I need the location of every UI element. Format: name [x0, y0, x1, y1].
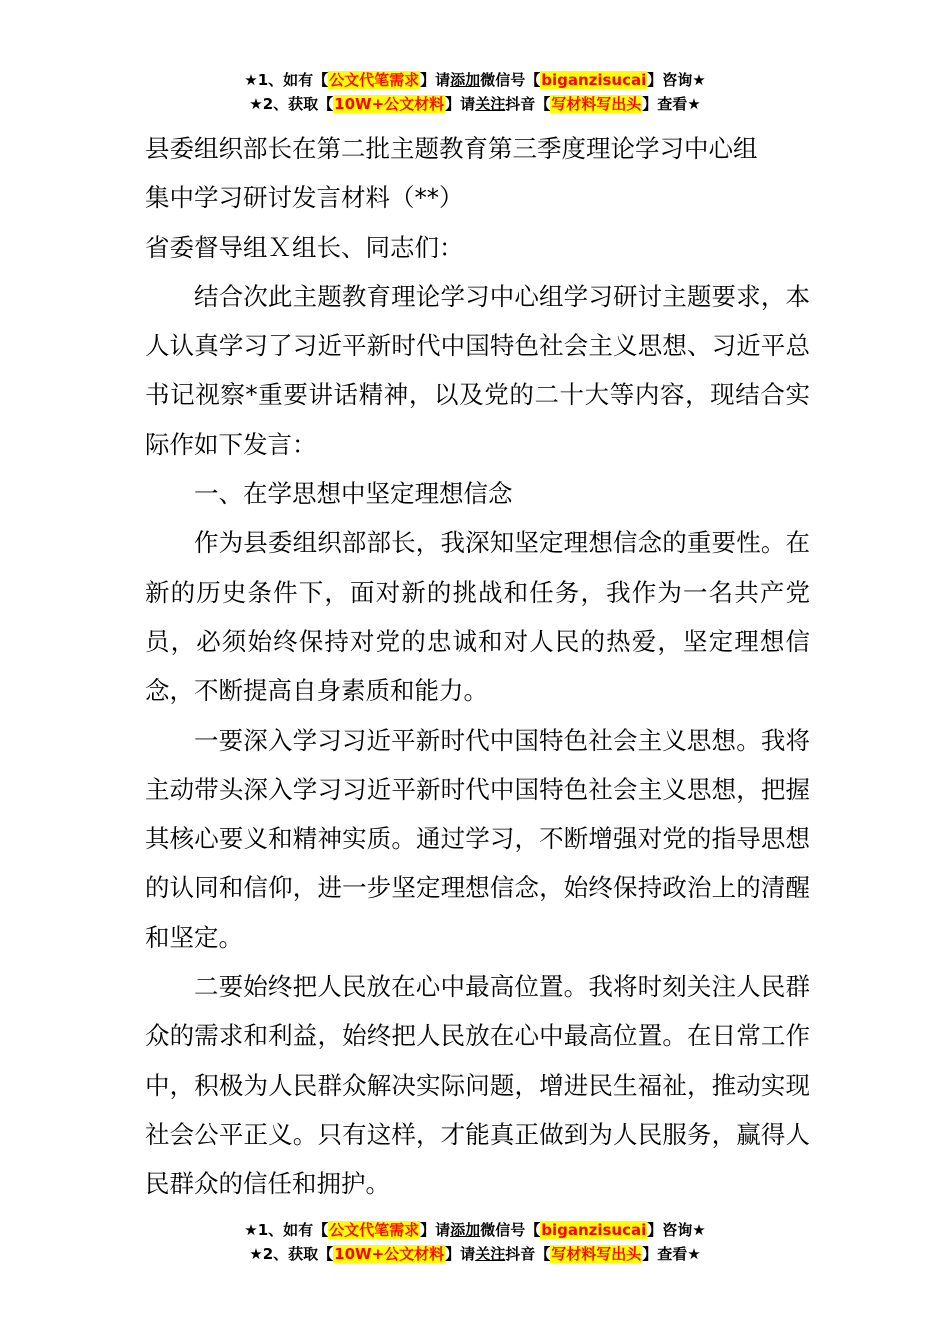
star-icon: ★ [244, 1221, 258, 1239]
banner-text: 微信号【 [480, 71, 541, 89]
star-icon: ★ [244, 71, 258, 89]
banner-text: 】咨询 [647, 1221, 693, 1239]
banner-line-1 [0, 1218, 950, 1242]
star-icon: ★ [249, 95, 263, 113]
star-icon: ★ [692, 71, 706, 89]
banner-text: 2、获取【 [262, 1245, 334, 1263]
banner-text: 1、如有【 [257, 71, 329, 89]
banner-underline: 添加 [450, 1221, 481, 1239]
banner-text: 】请 [420, 1221, 451, 1239]
banner-underline: 关注 [475, 95, 506, 113]
document-title-line-1: 县委组织部长在第二批主题教育第三季度理论学习中心组 [145, 134, 758, 163]
paragraph-intro: 结合次此主题教育理论学习中心组学习研讨主题要求，本人认真学习了习近平新时代中国特色社会主义思想、习近平总书记视察*重要讲话精神，以及党的二十大等内容，现结合实际作如下发言： [145, 281, 810, 459]
section-heading-1: 一、在学思想中坚定理想信念 [194, 479, 513, 509]
banner-highlight: 写材料写出头 [551, 95, 642, 113]
paragraph-3: 二要始终把人民放在心中最高位置。我将时刻关注人民群众的需求和利益，始终把人民放在心中最高位置。在日常工作中，积极为人民群众解决实际问题，增进民生福祉，推动实现社会公平正义。只有这样，才能真正做到为人民服务，赢得人民群众的信任和拥护。 [145, 972, 810, 1199]
banner-highlight: biganzisucai [541, 1221, 647, 1239]
banner-text: 微信号【 [480, 1221, 541, 1239]
salutation: 省委督导组Ｘ组长、同志们： [145, 232, 464, 262]
banner-highlight: biganzisucai [541, 71, 647, 89]
banner-text: 】请 [445, 1245, 476, 1263]
banner-underline: 添加 [450, 71, 481, 89]
banner-text: 】请 [445, 95, 476, 113]
banner-line-1 [0, 68, 950, 92]
banner-highlight: 公文代笔需求 [329, 1221, 420, 1239]
banner-highlight: 公文代笔需求 [329, 71, 420, 89]
paragraph-1: 作为县委组织部部长，我深知坚定理想信念的重要性。在新的历史条件下，面对新的挑战和任务，我作为一名共产党员，必须始终保持对党的忠诚和对人民的热爱，坚定理想信念，不断提高自身素质和能力。 [145, 528, 810, 706]
star-icon: ★ [687, 1245, 701, 1263]
top-banner [0, 68, 950, 116]
document-title-line-2: 集中学习研讨发言材料（**） [145, 183, 464, 213]
star-icon: ★ [692, 1221, 706, 1239]
banner-underline: 关注 [475, 1245, 506, 1263]
banner-line-2 [0, 92, 950, 116]
banner-text: 1、如有【 [257, 1221, 329, 1239]
paragraph-2: 一要深入学习习近平新时代中国特色社会主义思想。我将主动带头深入学习习近平新时代中国特色社会主义思想，把握其核心要义和精神实质。通过学习，不断增强对党的指导思想的认同和信仰，进一步坚定理想信念，始终保持政治上的清醒和坚定。 [145, 725, 810, 952]
banner-highlight: 10W+公文材料 [334, 95, 445, 113]
star-icon: ★ [687, 95, 701, 113]
banner-highlight: 写材料写出头 [551, 1245, 642, 1263]
banner-line-2 [0, 1242, 950, 1266]
banner-text: 】查看 [642, 1245, 688, 1263]
banner-text: 】咨询 [647, 71, 693, 89]
banner-text: 】查看 [642, 95, 688, 113]
banner-text: 2、获取【 [262, 95, 334, 113]
banner-text: 抖音【 [505, 95, 551, 113]
star-icon: ★ [249, 1245, 263, 1263]
banner-text: 抖音【 [505, 1245, 551, 1263]
banner-highlight: 10W+公文材料 [334, 1245, 445, 1263]
document-body [145, 124, 810, 1209]
banner-text: 】请 [420, 71, 451, 89]
bottom-banner [0, 1218, 950, 1266]
